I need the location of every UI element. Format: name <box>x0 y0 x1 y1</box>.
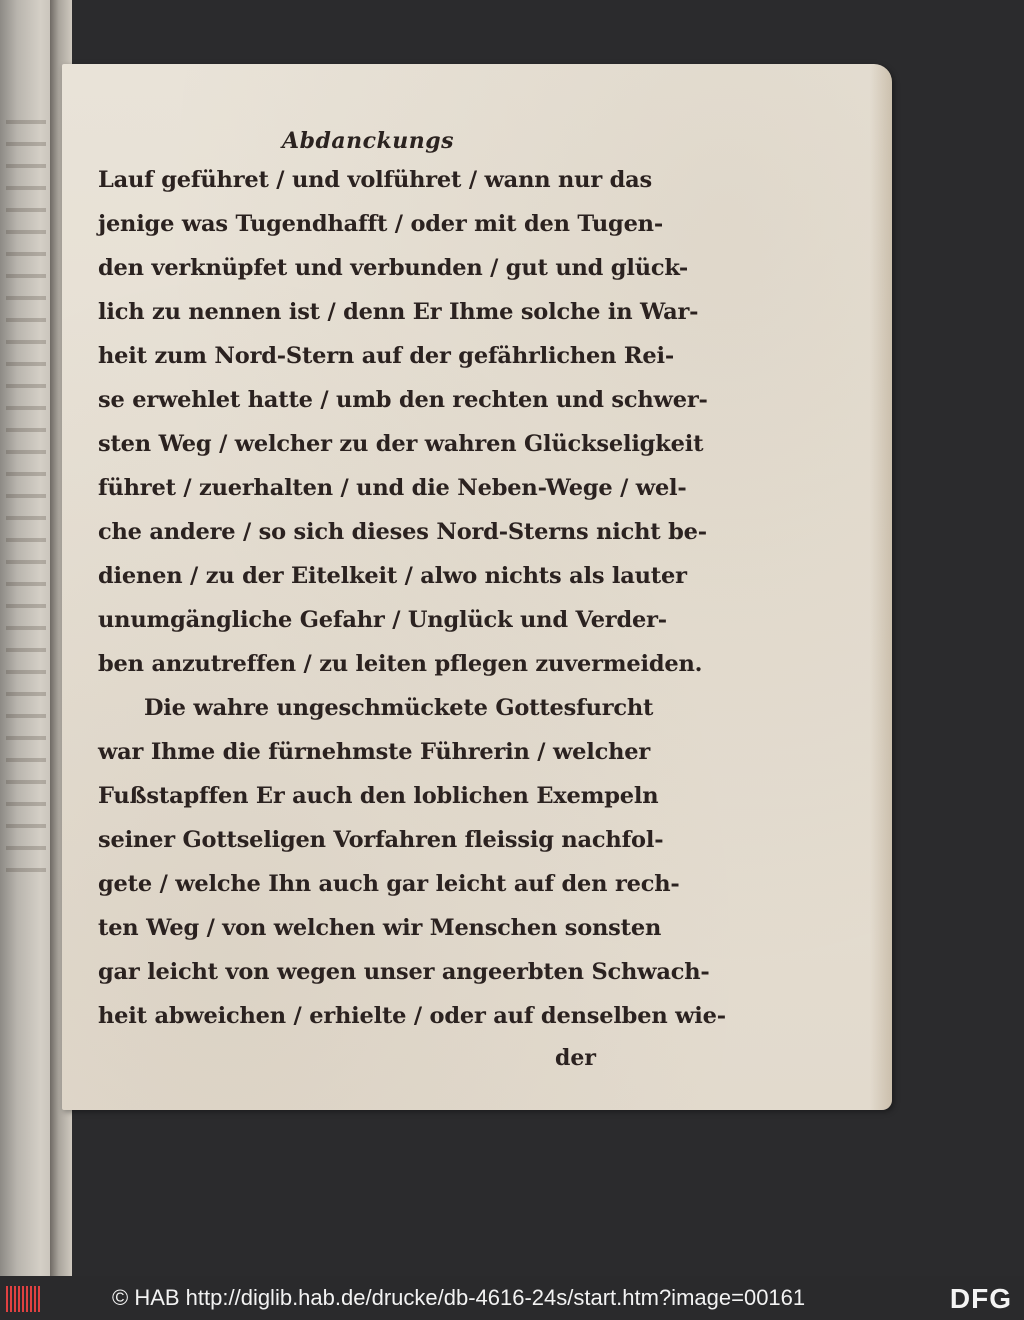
running-head: Abdanckungs <box>282 128 454 154</box>
text-line: sten Weg / welcher zu der wahren Glückseligkeit <box>98 431 704 457</box>
facing-page-text-bleed <box>6 120 46 880</box>
source-link[interactable]: © HAB http://diglib.hab.de/drucke/db-4616-24s/start.htm?image=00161 <box>112 1285 806 1310</box>
text-line: seiner Gottseligen Vorfahren fleissig nachfol- <box>98 827 664 853</box>
paragraph-start-line: Die wahre ungeschmückete Gottesfurcht <box>144 695 654 721</box>
barcode-icon <box>6 1286 42 1312</box>
text-line: heit abweichen / erhielte / oder auf denselben wie- <box>98 1003 726 1029</box>
text-line: lich zu nennen ist / denn Er Ihme solche in War- <box>98 299 699 325</box>
text-line: dienen / zu der Eitelkeit / alwo nichts als lauter <box>98 563 687 589</box>
text-line: gar leicht von wegen unser angeerbten Schwach- <box>98 959 710 985</box>
dfg-logo: DFG <box>949 1283 1012 1314</box>
text-line: Lauf geführet / und volführet / wann nur das <box>98 167 652 193</box>
text-line: war Ihme die fürnehmste Führerin / welcher <box>98 739 651 765</box>
text-line: se erwehlet hatte / umb den rechten und schwer- <box>98 387 708 413</box>
text-line: heit zum Nord-Stern auf der gefährlichen Rei- <box>98 343 674 369</box>
printed-text-block <box>98 128 726 1078</box>
text-line: che andere / so sich dieses Nord-Sterns nicht be- <box>98 519 707 545</box>
text-line: ben anzutreffen / zu leiten pflegen zuvermeiden. <box>98 651 703 677</box>
text-line: gete / welche Ihn auch gar leicht auf den rech- <box>98 871 680 897</box>
text-line: ten Weg / von welchen wir Menschen sonsten <box>98 915 662 941</box>
footer-bar <box>0 1276 1024 1320</box>
catchword: der <box>555 1045 596 1071</box>
text-line: den verknüpfet und verbunden / gut und glück- <box>98 255 688 281</box>
text-line: führet / zuerhalten / und die Neben-Wege / wel- <box>98 475 687 501</box>
text-line: unumgängliche Gefahr / Unglück und Verder- <box>98 607 667 633</box>
text-line: Fußstapffen Er auch den loblichen Exempeln <box>98 783 659 809</box>
text-line: jenige was Tugendhafft / oder mit den Tugen- <box>98 211 663 237</box>
